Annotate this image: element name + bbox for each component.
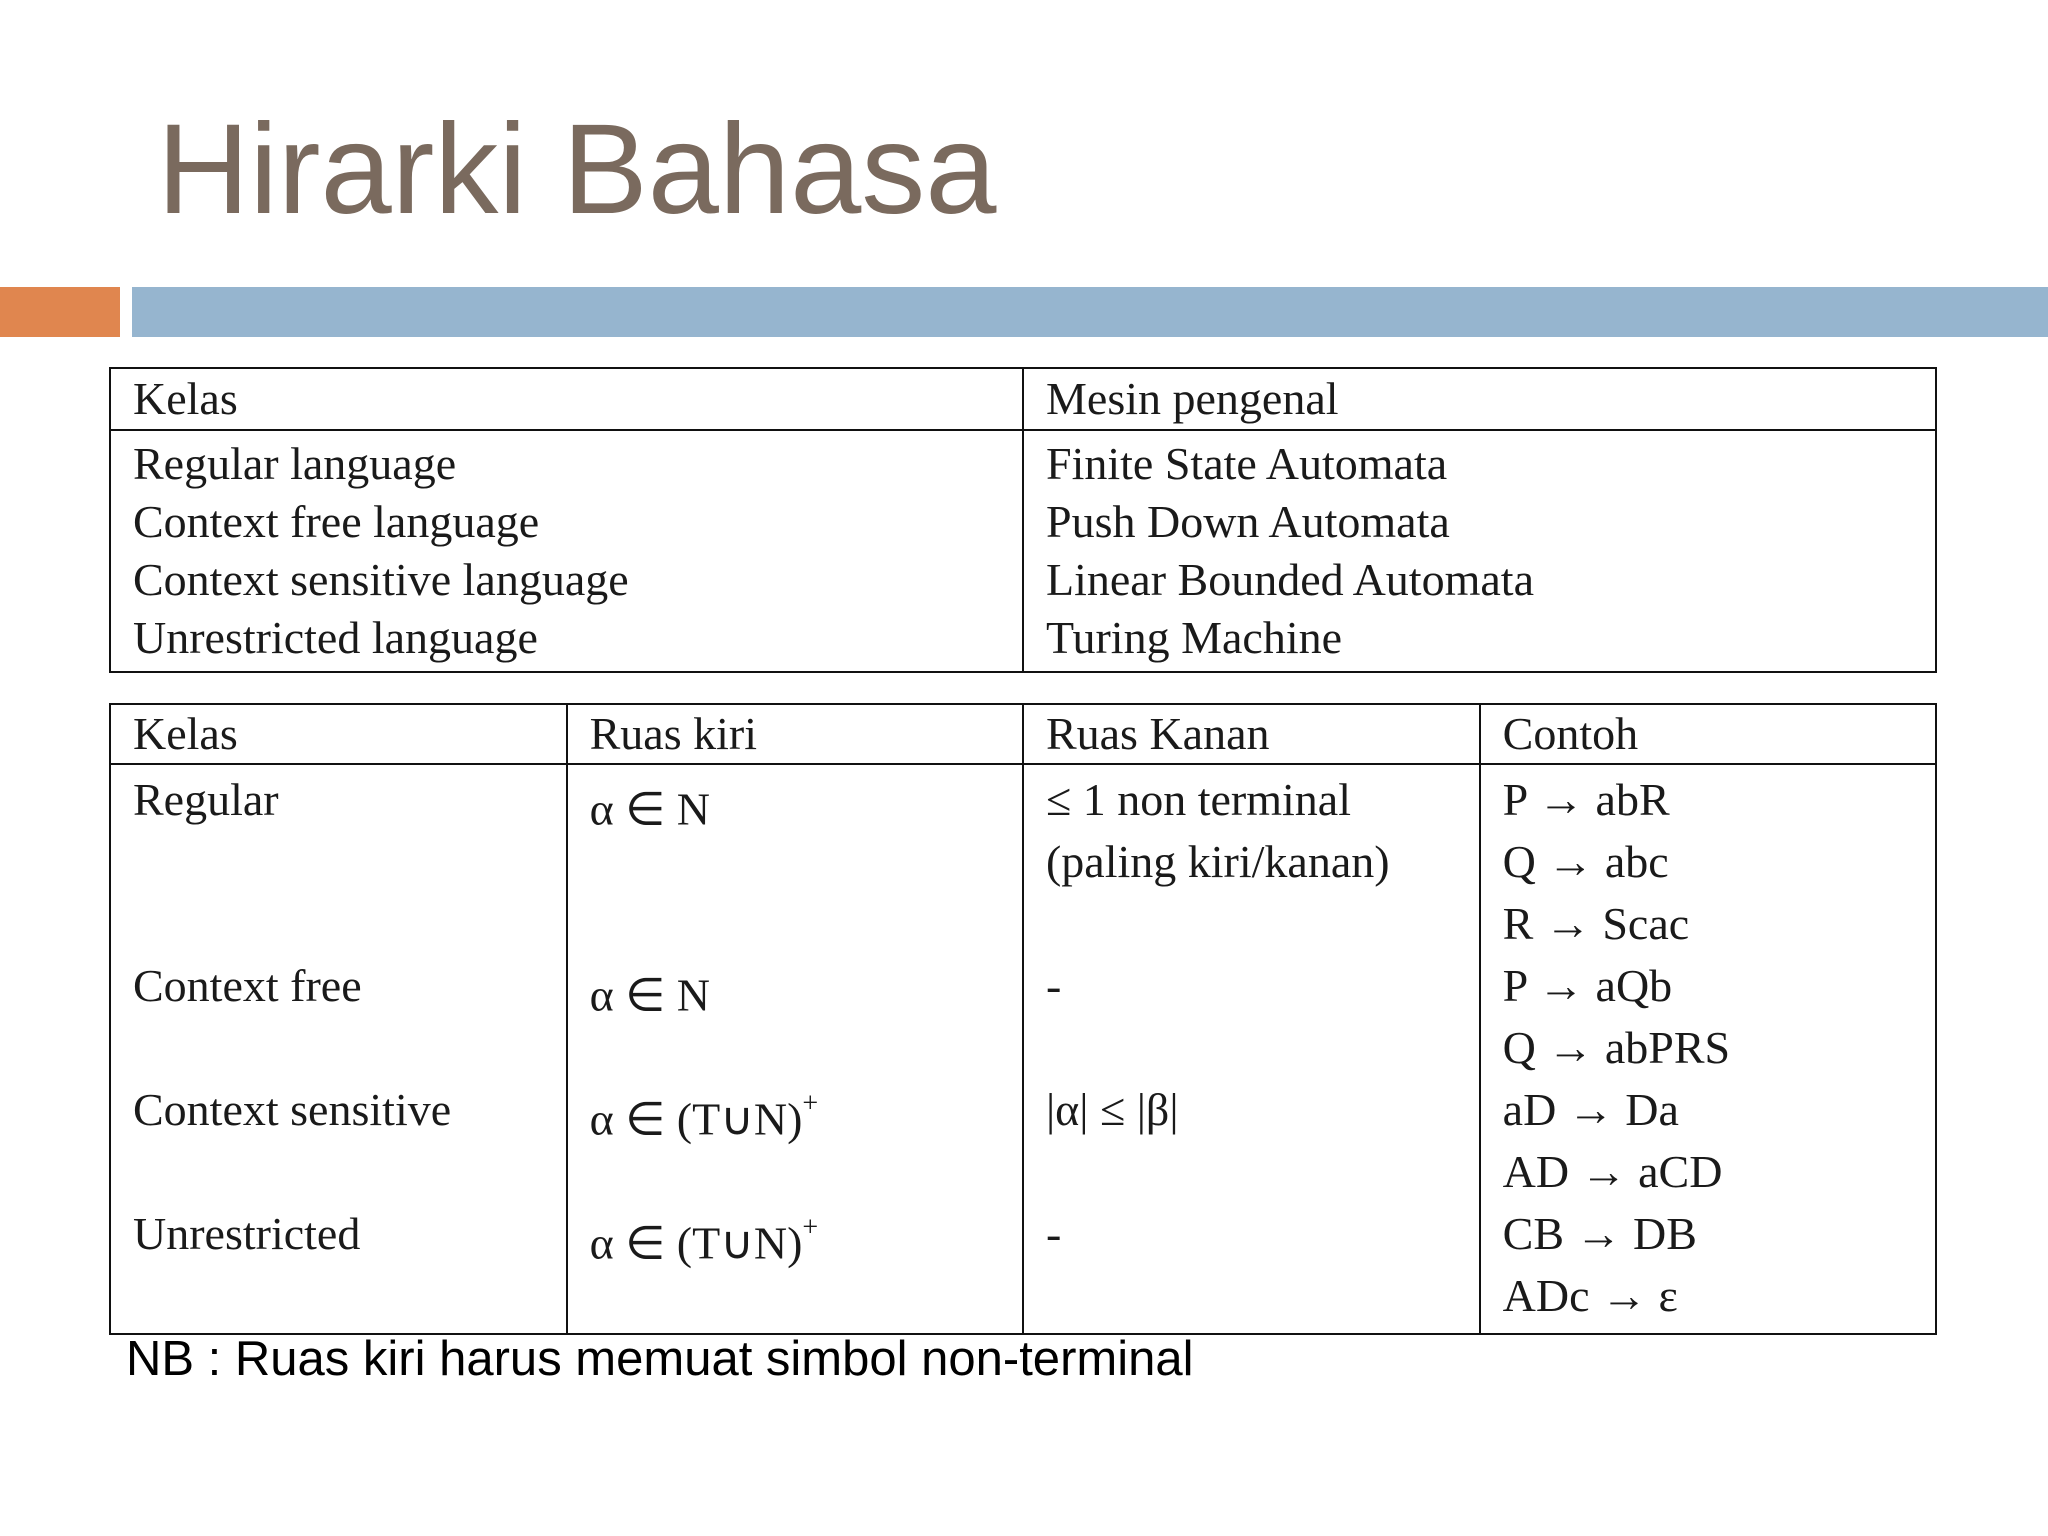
header-ruas-kiri: Ruas kiri xyxy=(567,704,1023,764)
lhs-superscript: + xyxy=(802,1212,819,1243)
cell-kelas: Regular xyxy=(133,774,279,825)
header-contoh: Contoh xyxy=(1480,704,1936,764)
class-item: Unrestricted language xyxy=(133,612,538,663)
cell-contoh xyxy=(1480,955,1936,1079)
example-rule: Q → abPRS xyxy=(1502,1022,1731,1073)
rhs-line: - xyxy=(1045,1208,1062,1259)
class-item: Regular language xyxy=(133,438,457,489)
example-rule: CB → DB xyxy=(1502,1208,1697,1259)
cell-contoh xyxy=(1480,764,1936,955)
lhs-text: α ∈ (T∪N) xyxy=(589,1093,803,1145)
machine-item: Turing Machine xyxy=(1046,612,1343,663)
rhs-line: ≤ 1 non terminal xyxy=(1045,774,1351,825)
rhs-line: - xyxy=(1045,960,1062,1011)
lhs-text: α ∈ (T∪N) xyxy=(589,1217,803,1269)
cell-ruas-kiri xyxy=(567,1079,1023,1203)
machine-item: Push Down Automata xyxy=(1046,496,1450,547)
example-rule: ADc → ε xyxy=(1502,1270,1678,1321)
lhs-superscript: + xyxy=(802,1088,819,1119)
machine-item: Finite State Automata xyxy=(1046,438,1448,489)
footnote: NB : Ruas kiri harus memuat simbol non-terminal xyxy=(126,1332,1194,1386)
cell-contoh xyxy=(1480,1079,1936,1203)
cell-kelas: Context sensitive xyxy=(133,1084,452,1135)
rhs-line: |α| ≤ |β| xyxy=(1045,1084,1179,1135)
rhs-line: (paling kiri/kanan) xyxy=(1045,836,1390,887)
table-header-row xyxy=(110,368,1936,430)
cell-contoh xyxy=(1480,1203,1936,1334)
cell-ruas-kanan xyxy=(1023,1203,1480,1334)
header-kelas: Kelas xyxy=(110,704,567,764)
example-rule: P → abR xyxy=(1502,774,1670,825)
cell-ruas-kanan xyxy=(1023,1079,1480,1203)
cell-kelas: Context free xyxy=(133,960,362,1011)
cell-kelas: Unrestricted xyxy=(133,1208,361,1259)
cell-ruas-kanan xyxy=(1023,955,1480,1079)
class-item: Context free language xyxy=(133,496,540,547)
language-recognizer-table xyxy=(109,367,1937,673)
table-row xyxy=(110,955,1936,1079)
class-list xyxy=(110,430,1023,672)
cell-ruas-kiri xyxy=(567,955,1023,1079)
slide-title: Hirarki Bahasa xyxy=(157,98,997,241)
cell-ruas-kanan xyxy=(1023,764,1480,955)
cell-ruas-kiri xyxy=(567,764,1023,955)
header-ruas-kanan: Ruas Kanan xyxy=(1023,704,1480,764)
grammar-rules-table xyxy=(109,703,1937,1335)
table-row xyxy=(110,1203,1936,1334)
table-row xyxy=(110,1079,1936,1203)
accent-bar xyxy=(0,287,120,337)
lhs-text: α ∈ N xyxy=(589,783,711,835)
header-mesin-pengenal: Mesin pengenal xyxy=(1023,368,1936,430)
example-rule: P → aQb xyxy=(1502,960,1673,1011)
example-rule: R → Scac xyxy=(1502,898,1690,949)
table-row xyxy=(110,764,1936,955)
header-kelas: Kelas xyxy=(110,368,1023,430)
cell-ruas-kiri xyxy=(567,1203,1023,1334)
lhs-text: α ∈ N xyxy=(589,969,711,1021)
class-item: Context sensitive language xyxy=(133,554,629,605)
table-header-row xyxy=(110,704,1936,764)
title-underline-bar xyxy=(132,287,2048,337)
example-rule: aD → Da xyxy=(1502,1084,1679,1135)
machine-item: Linear Bounded Automata xyxy=(1046,554,1534,605)
table-row xyxy=(110,430,1936,672)
machine-list xyxy=(1023,430,1936,672)
example-rule: AD → aCD xyxy=(1502,1146,1723,1197)
example-rule: Q → abc xyxy=(1502,836,1669,887)
